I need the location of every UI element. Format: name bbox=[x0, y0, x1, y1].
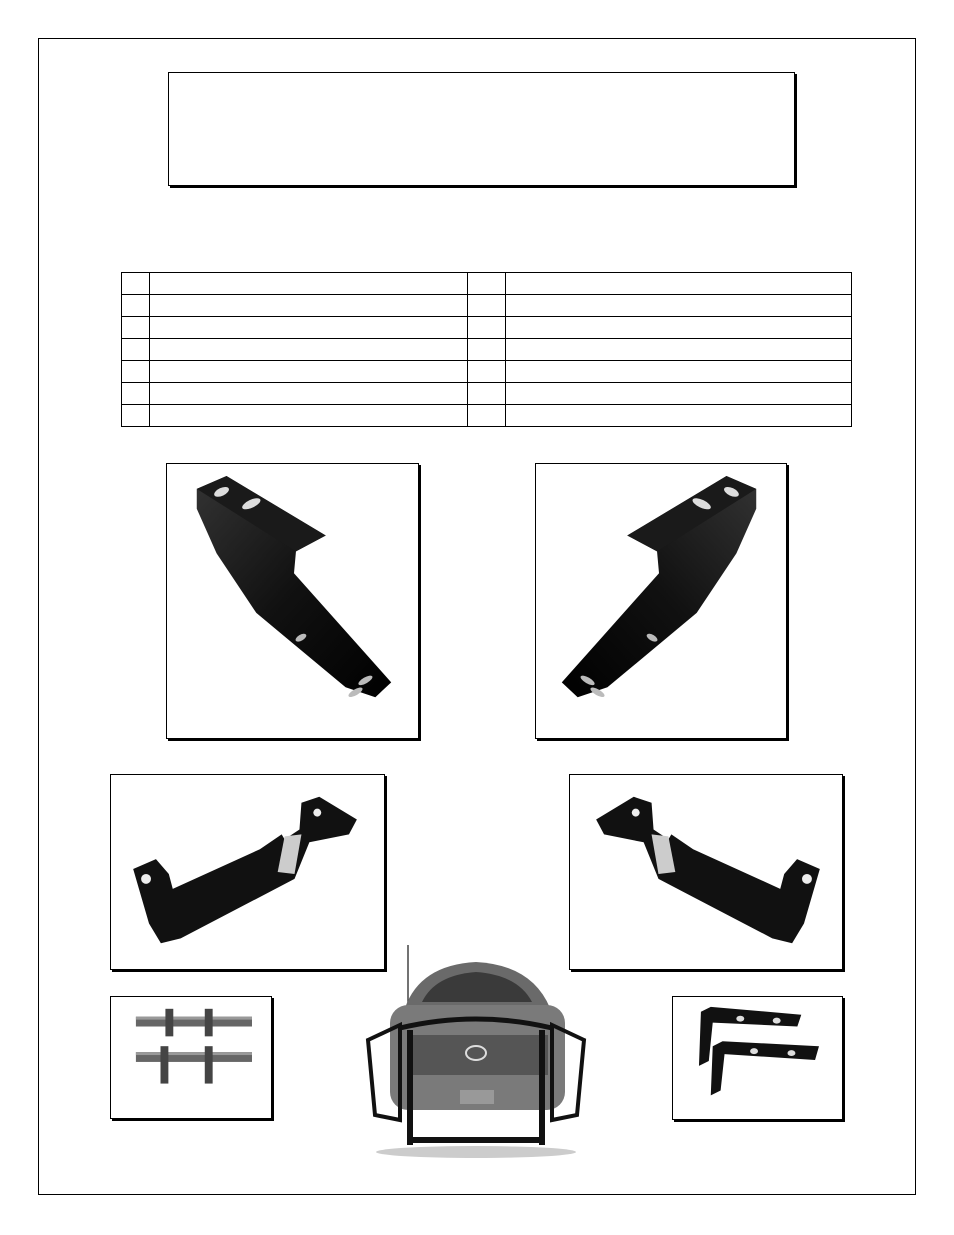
bracket-right-lower-photo bbox=[569, 774, 843, 970]
parts-table-cell bbox=[150, 317, 468, 339]
parts-table-cell bbox=[468, 317, 506, 339]
parts-table-cell bbox=[150, 383, 468, 405]
parts-table-row bbox=[122, 295, 852, 317]
parts-table-cell bbox=[468, 405, 506, 427]
parts-table-cell bbox=[122, 273, 150, 295]
parts-table-row bbox=[122, 405, 852, 427]
parts-table-cell bbox=[468, 361, 506, 383]
parts-table-cell bbox=[150, 361, 468, 383]
parts-table-cell bbox=[122, 361, 150, 383]
parts-table-cell bbox=[150, 273, 468, 295]
parts-table-cell bbox=[506, 273, 852, 295]
truck-grille-guard-photo bbox=[350, 940, 602, 1160]
parts-table-cell bbox=[122, 383, 150, 405]
parts-table-cell bbox=[468, 339, 506, 361]
parts-table-cell bbox=[150, 339, 468, 361]
parts-table-row bbox=[122, 339, 852, 361]
parts-table-cell bbox=[506, 383, 852, 405]
bracket-left-lower-photo bbox=[110, 774, 385, 970]
bracket-right-upper-photo bbox=[535, 463, 787, 739]
parts-table-cell bbox=[468, 383, 506, 405]
angle-brackets-photo bbox=[672, 996, 843, 1120]
parts-table-cell bbox=[122, 339, 150, 361]
parts-table-row bbox=[122, 361, 852, 383]
parts-table-row bbox=[122, 317, 852, 339]
parts-table-row bbox=[122, 273, 852, 295]
parts-table-cell bbox=[150, 405, 468, 427]
carriage-bolts-photo bbox=[110, 996, 272, 1119]
parts-table-cell bbox=[506, 317, 852, 339]
parts-table-cell bbox=[506, 361, 852, 383]
title-box bbox=[168, 72, 795, 186]
parts-table-cell bbox=[122, 295, 150, 317]
parts-table-cell bbox=[468, 273, 506, 295]
parts-table-cell bbox=[122, 405, 150, 427]
parts-table-cell bbox=[150, 295, 468, 317]
parts-table-cell bbox=[468, 295, 506, 317]
parts-table-cell bbox=[122, 317, 150, 339]
bracket-left-upper-photo bbox=[166, 463, 419, 739]
parts-table bbox=[121, 272, 852, 427]
parts-table-row bbox=[122, 383, 852, 405]
parts-table-cell bbox=[506, 339, 852, 361]
parts-table-cell bbox=[506, 405, 852, 427]
parts-table-cell bbox=[506, 295, 852, 317]
